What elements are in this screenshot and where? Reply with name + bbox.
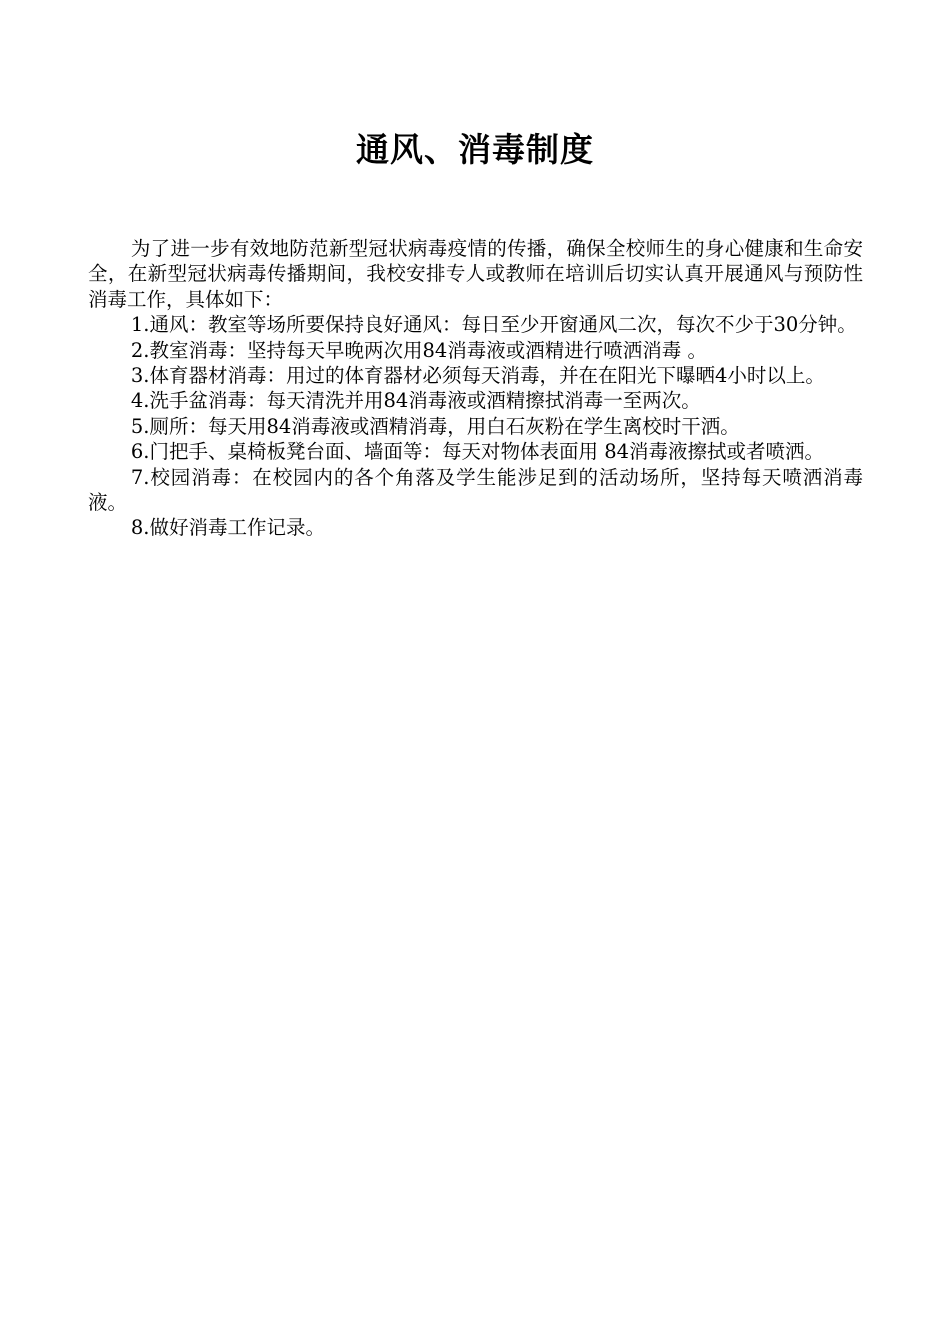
intro-paragraph: 为了进一步有效地防范新型冠状病毒疫情的传播，确保全校师生的身心健康和生命安全，在新型冠状病毒传播期间，我校安排专人或教师在培训后切实认真开展通风与预防性消毒工作，具体如下： [88, 237, 863, 311]
item-sports-equipment-disinfection: 3.体育器材消毒：用过的体育器材必须每天消毒，并在在阳光下曝晒4小时以上。 [130, 364, 825, 388]
item-ventilation: 1.通风：教室等场所要保持良好通风：每日至少开窗通风二次，每次不少于30分钟。 [130, 313, 857, 337]
document-title: 通风、消毒制度 [356, 130, 594, 169]
item-disinfection-record: 8.做好消毒工作记录。 [130, 516, 325, 540]
item-campus-disinfection: 7.校园消毒：在校园内的各个角落及学生能涉足到的活动场所，坚持每天喷洒消毒液。 [88, 465, 863, 515]
document-body [88, 236, 863, 541]
item-washbasin-disinfection: 4.洗手盆消毒：每天清洗并用84消毒液或酒精擦拭消毒一至两次。 [130, 389, 701, 413]
item-classroom-disinfection: 2.教室消毒：坚持每天早晚两次用84消毒液或酒精进行喷洒消毒 。 [130, 338, 708, 362]
item-surface-disinfection: 6.门把手、桌椅板凳台面、墙面等：每天对物体表面用 84消毒液擦拭或者喷洒。 [130, 440, 825, 464]
item-toilet-disinfection: 5.厕所：每天用84消毒液或酒精消毒，用白石灰粉在学生离校时干洒。 [130, 414, 740, 438]
